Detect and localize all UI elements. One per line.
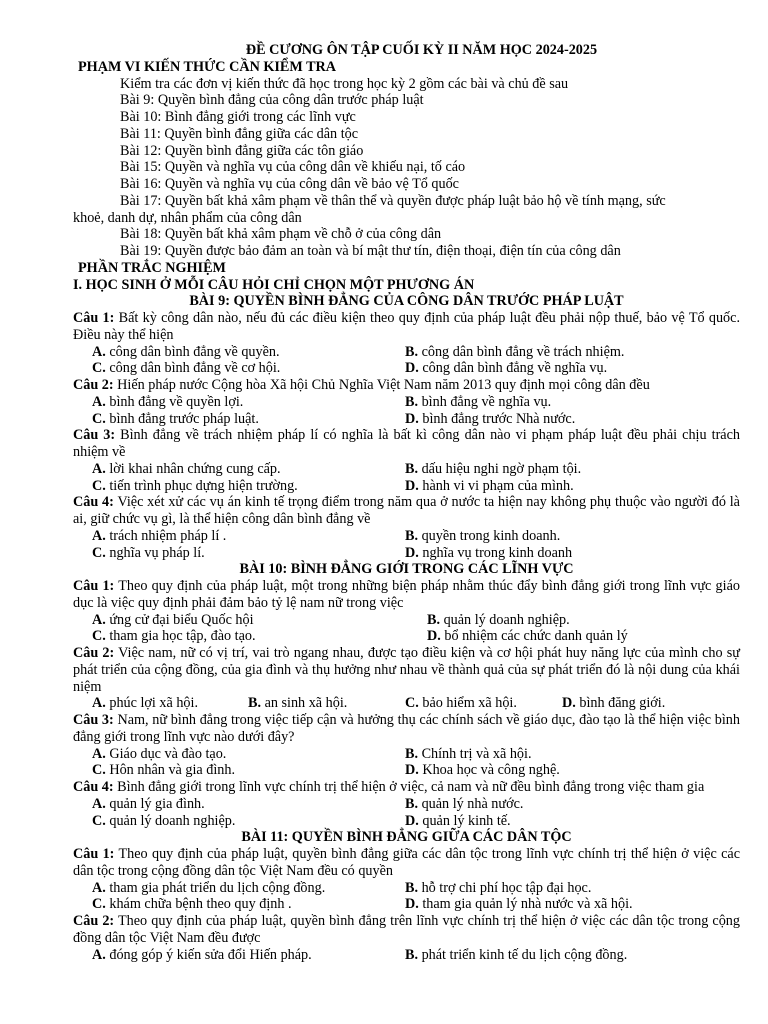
option-d[interactable]: D. bổ nhiệm các chức danh quản lý	[427, 628, 628, 645]
option-b[interactable]: B. quyền trong kinh doanh.	[405, 527, 561, 544]
topic-item: Bài 17: Quyền bất khả xâm phạm về thân thể và quyền được pháp luật bảo hộ về tính mạng, sức	[120, 192, 666, 209]
question-text: Bình đẳng về trách nhiệm pháp lí có nghĩa là bất kì công dân nào vi phạm pháp luật đều phải chịu trách nhiệm về	[73, 427, 740, 460]
topic-item-continued: khoẻ, danh dự, nhân phẩm của công dân	[73, 209, 302, 226]
lesson-heading: BÀI 11: QUYỀN BÌNH ĐẲNG GIỮA CÁC DÂN TỘC	[241, 829, 572, 846]
option-b[interactable]: B. quản lý doanh nghiệp.	[427, 611, 570, 628]
option-c[interactable]: C. nghĩa vụ pháp lí.	[92, 544, 205, 561]
document-title: ĐỀ CƯƠNG ÔN TẬP CUỐI KỲ II NĂM HỌC 2024-2025	[245, 42, 598, 58]
option-d[interactable]: D. bình đăng giới.	[562, 695, 666, 712]
topic-item: Bài 12: Quyền bình đẳng giữa các tôn giáo	[120, 142, 364, 159]
options-row	[73, 896, 740, 913]
lesson-heading: BÀI 9: QUYỀN BÌNH ĐẲNG CỦA CÔNG DÂN TRƯỚC PHÁP LUẬT	[189, 293, 624, 310]
topic-item: Bài 18: Quyền bất khả xâm phạm về chỗ ở của công dân	[120, 226, 442, 243]
topic-item: Bài 10: Bình đẳng giới trong các lĩnh vực	[120, 109, 356, 125]
option-d[interactable]: D. công dân bình đẳng về nghĩa vụ.	[405, 360, 608, 377]
options-row	[73, 880, 740, 897]
question	[73, 712, 740, 746]
question-text: Bất kỳ công dân nào, nếu đủ các điều kiện theo quy định của pháp luật đều phải nộp thuế, bảo vệ Tổ quốc. Điều này thể hiện	[73, 310, 740, 343]
option-c[interactable]: C. công dân bình đẳng về cơ hội.	[92, 360, 281, 377]
option-c[interactable]: C. bình đẳng trước pháp luật.	[92, 410, 259, 427]
option-b[interactable]: B. an sinh xã hội.	[248, 695, 348, 712]
option-b[interactable]: B. dấu hiệu nghi ngờ phạm tội.	[405, 460, 582, 477]
question-label: Câu 4:	[73, 494, 114, 511]
question-label: Câu 3:	[73, 712, 114, 728]
option-a[interactable]: A. tham gia phát triển du lịch cộng đồng.	[92, 879, 326, 896]
option-d[interactable]: D. bình đẳng trước Nhà nước.	[405, 410, 576, 427]
scope-heading: PHẠM VI KIẾN THỨC CẦN KIỂM TRA	[78, 58, 337, 75]
options-row	[73, 813, 740, 830]
question-text: Việc nam, nữ có vị trí, vai trò ngang nhau, được tạo điều kiện và cơ hội phát huy năng lực của mình cho sự phát triển của cộng đồng, của gia đình và thụ hưởng như nhau về thành quả của sự phát triển đó là nội dung của khái niệm	[73, 645, 740, 695]
option-c[interactable]: C. tiến trình phục dựng hiện trường.	[92, 477, 298, 494]
options-row	[73, 796, 740, 813]
option-a[interactable]: A. quản lý gia đình.	[92, 795, 205, 812]
options-row	[73, 695, 740, 712]
option-d[interactable]: D. Khoa học và công nghệ.	[405, 762, 560, 779]
option-b[interactable]: B. Chính trị và xã hội.	[405, 745, 532, 762]
option-a[interactable]: A. công dân bình đẳng về quyền.	[92, 343, 280, 360]
option-d[interactable]: D. hành vi vi phạm của mình.	[405, 477, 574, 494]
options-row	[73, 545, 740, 562]
option-b[interactable]: B. quản lý nhà nước.	[405, 795, 524, 812]
question-label: Câu 3:	[73, 427, 116, 444]
option-c[interactable]: C. tham gia học tập, đào tạo.	[92, 628, 256, 645]
question-label: Câu 2:	[73, 913, 115, 929]
options-row	[73, 762, 740, 779]
topic-item: Bài 9: Quyền bình đẳng của công dân trước pháp luật	[120, 92, 424, 109]
option-c[interactable]: C. khám chữa bệnh theo quy định .	[92, 896, 292, 913]
option-a[interactable]: A. phúc lợi xã hội.	[92, 695, 199, 712]
question-text: Theo quy định của pháp luật, một trong những biện pháp nhằm thúc đẩy bình đẳng giới trong lĩnh vực giáo dục là việc quy định phải đảm bảo tỷ lệ nam nữ trong việc	[73, 578, 740, 611]
question-text: Theo quy định của pháp luật, quyền bình đẳng giữa các dân tộc trong lĩnh vực chính trị thể hiện ở việc các dân tộc trong cộng đồng dân tộc Việt Nam đều có quyền	[73, 846, 740, 879]
options-row	[73, 612, 740, 629]
options-row	[73, 528, 740, 545]
question	[73, 427, 740, 461]
topic-item: Bài 16: Quyền và nghĩa vụ của công dân về bảo vệ Tổ quốc	[120, 176, 459, 192]
question-label: Câu 2:	[73, 645, 115, 661]
question	[73, 494, 740, 528]
options-row	[73, 394, 740, 411]
options-row	[73, 360, 740, 377]
options-row	[73, 411, 740, 428]
topic-item: Bài 19: Quyền được bảo đảm an toàn và bí mật thư tín, điện thoại, điện tín của công dân	[120, 243, 621, 259]
options-row	[73, 344, 740, 361]
question-text: Việc xét xử các vụ án kinh tế trọng điểm trong năm qua ở nước ta hiện nay không phụ thuộc vào người đó là ai, giữ chức vụ gì, là thể hiện công dân bình đẳng về	[73, 494, 740, 527]
options-row	[73, 478, 740, 495]
option-d[interactable]: D. quản lý kinh tế.	[405, 812, 511, 829]
option-b[interactable]: B. hỗ trợ chi phí học tập đại học.	[405, 879, 592, 896]
option-b[interactable]: B. bình đẳng về nghĩa vụ.	[405, 393, 552, 410]
question-label: Câu 1:	[73, 310, 115, 326]
option-c[interactable]: C. quản lý doanh nghiệp.	[92, 812, 236, 829]
scope-intro: Kiểm tra các đơn vị kiến thức đã học trong học kỳ 2 gồm các bài và chủ đề sau	[120, 75, 569, 92]
lesson-heading: BÀI 10: BÌNH ĐẲNG GIỚI TRONG CÁC LĨNH VỰC	[239, 561, 574, 578]
option-b[interactable]: B. công dân bình đẳng về trách nhiệm.	[405, 343, 625, 360]
option-c[interactable]: C. Hôn nhân và gia đình.	[92, 762, 236, 779]
topic-item: Bài 15: Quyền và nghĩa vụ của công dân về khiếu nại, tố cáo	[120, 159, 466, 176]
option-a[interactable]: A. trách nhiệm pháp lí .	[92, 527, 227, 544]
question	[73, 377, 740, 394]
option-d[interactable]: D. nghĩa vụ trong kinh doanh	[405, 544, 573, 561]
question-label: Câu 2:	[73, 377, 114, 393]
option-a[interactable]: A. ứng cử đại biểu Quốc hội	[92, 611, 254, 628]
options-row	[73, 628, 740, 645]
question-text: Nam, nữ bình đẳng trong việc tiếp cận và hưởng thụ các chính sách về giáo dục, đào tạo là thể hiện việc bình đẳng giới trong lĩnh vực nào dưới đây?	[73, 712, 740, 745]
option-a[interactable]: A. Giáo dục và đào tạo.	[92, 745, 227, 762]
question-label: Câu 1:	[73, 846, 115, 862]
topic-item: Bài 11: Quyền bình đẳng giữa các dân tộc	[120, 125, 359, 142]
question-text: Hiến pháp nước Cộng hòa Xã hội Chủ Nghĩa Việt Nam năm 2013 quy định mọi công dân đều	[113, 377, 650, 393]
options-row	[73, 947, 740, 964]
option-a[interactable]: A. lời khai nhân chứng cung cấp.	[92, 460, 281, 477]
option-a[interactable]: A. đóng góp ý kiến sửa đổi Hiến pháp.	[92, 946, 312, 963]
question	[73, 310, 740, 344]
options-row	[73, 746, 740, 763]
question-label: Câu 4:	[73, 779, 114, 795]
question	[73, 913, 740, 947]
question	[73, 779, 740, 796]
question	[73, 578, 740, 612]
options-row	[73, 461, 740, 478]
option-a[interactable]: A. bình đẳng về quyền lợi.	[92, 393, 244, 410]
question	[73, 846, 740, 880]
section-multiple-choice: PHẦN TRẮC NGHIỆM	[78, 259, 226, 276]
question	[73, 645, 740, 695]
option-d[interactable]: D. tham gia quản lý nhà nước và xã hội.	[405, 896, 633, 913]
question-text: Theo quy định của pháp luật, quyền bình đẳng trên lĩnh vực chính trị thể hiện ở việc các dân tộc trong cộng đồng dân tộc Việt Nam đều được	[73, 913, 740, 946]
question-label: Câu 1:	[73, 578, 115, 594]
option-b[interactable]: B. phát triển kinh tế du lịch cộng đồng.	[405, 946, 628, 963]
question-text: Bình đẳng giới trong lĩnh vực chính trị thể hiện ở việc, cả nam và nữ đều bình đẳng trong việc tham gia	[113, 779, 705, 795]
option-c[interactable]: C. bảo hiểm xã hội.	[405, 695, 517, 712]
section-single-answer: I. HỌC SINH Ở MỖI CÂU HỎI CHỈ CHỌN MỘT PHƯƠNG ÁN	[73, 276, 475, 293]
